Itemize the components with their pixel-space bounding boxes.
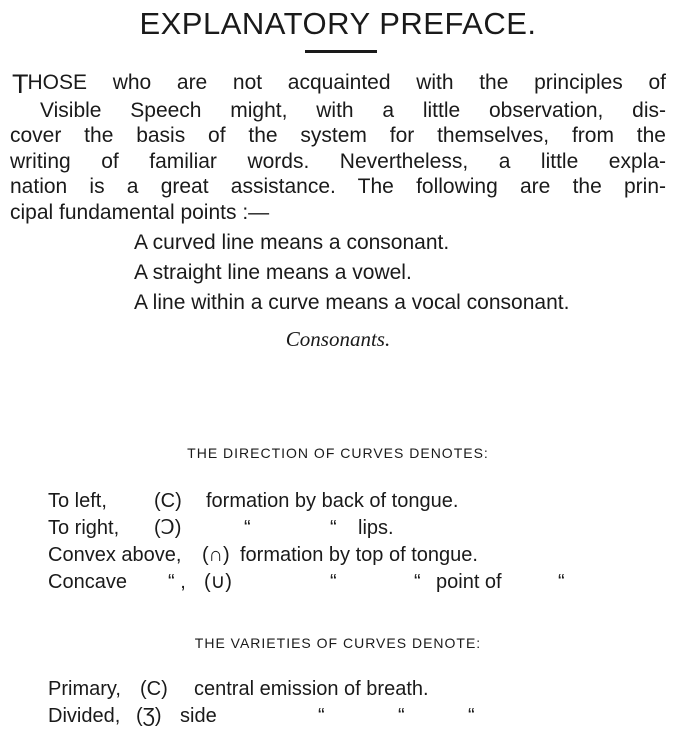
row-term: To right, bbox=[48, 517, 120, 539]
row-desc: formation by top of tongue. bbox=[240, 544, 478, 566]
row-ditto: “ bbox=[468, 705, 475, 727]
principle-item: A straight line means a vowel. bbox=[134, 261, 412, 284]
row-ditto: “ bbox=[398, 705, 405, 727]
row-desc: formation by back of tongue. bbox=[206, 490, 459, 512]
direction-heading: THE DIRECTION OF CURVES DENOTES: bbox=[187, 445, 489, 461]
row-ditto: “ bbox=[558, 571, 565, 593]
row-symbol: (C) bbox=[154, 490, 182, 512]
row-ditto: “ , bbox=[168, 571, 186, 593]
principles-list bbox=[134, 228, 569, 318]
row-term: Primary, bbox=[48, 678, 121, 700]
row-symbol: (Ↄ) bbox=[154, 517, 182, 539]
row-ditto: “ bbox=[244, 517, 251, 539]
intro-line: nation is a great assistance. The following are the prin- bbox=[10, 175, 666, 198]
drop-letter: T bbox=[12, 69, 29, 99]
row-term: To left, bbox=[48, 490, 107, 512]
principle-item: A curved line means a consonant. bbox=[134, 231, 450, 254]
row-ditto: “ bbox=[330, 571, 337, 593]
principle-item: A line within a curve means a vocal consonant. bbox=[134, 291, 570, 314]
row-ditto: “ bbox=[414, 571, 421, 593]
intro-line: cover the basis of the system for themselves, from the bbox=[10, 124, 666, 147]
row-term: Concave bbox=[48, 571, 127, 593]
intro-line: Visible Speech might, with a little observation, dis- bbox=[40, 98, 666, 122]
row-ditto: “ bbox=[330, 517, 337, 539]
intro-line: cipal fundamental points :— bbox=[10, 200, 270, 224]
variety-heading: THE VARIETIES OF CURVES DENOTE: bbox=[194, 635, 482, 651]
row-term: Convex above, bbox=[48, 544, 182, 566]
row-desc: central emission of breath. bbox=[194, 678, 429, 700]
intro-line: THOSE who are not acquainted with the principles of bbox=[12, 69, 666, 99]
row-desc: side bbox=[180, 705, 217, 727]
row-desc: lips. bbox=[358, 517, 394, 539]
row-symbol: (C) bbox=[140, 678, 168, 700]
row-symbol: (Ʒ) bbox=[136, 705, 162, 727]
title-rule bbox=[305, 50, 377, 53]
row-term: Divided, bbox=[48, 705, 121, 727]
row-symbol: (∩) bbox=[202, 544, 230, 566]
page-title: EXPLANATORY PREFACE. bbox=[139, 6, 537, 41]
section-subheading: Consonants. bbox=[285, 327, 391, 351]
intro-line: writing of familiar words. Nevertheless, a little expla- bbox=[10, 149, 666, 173]
row-symbol: (∪) bbox=[204, 571, 232, 593]
intro-paragraph bbox=[10, 70, 666, 225]
row-desc: point of bbox=[436, 571, 502, 593]
row-ditto: “ bbox=[318, 705, 325, 727]
